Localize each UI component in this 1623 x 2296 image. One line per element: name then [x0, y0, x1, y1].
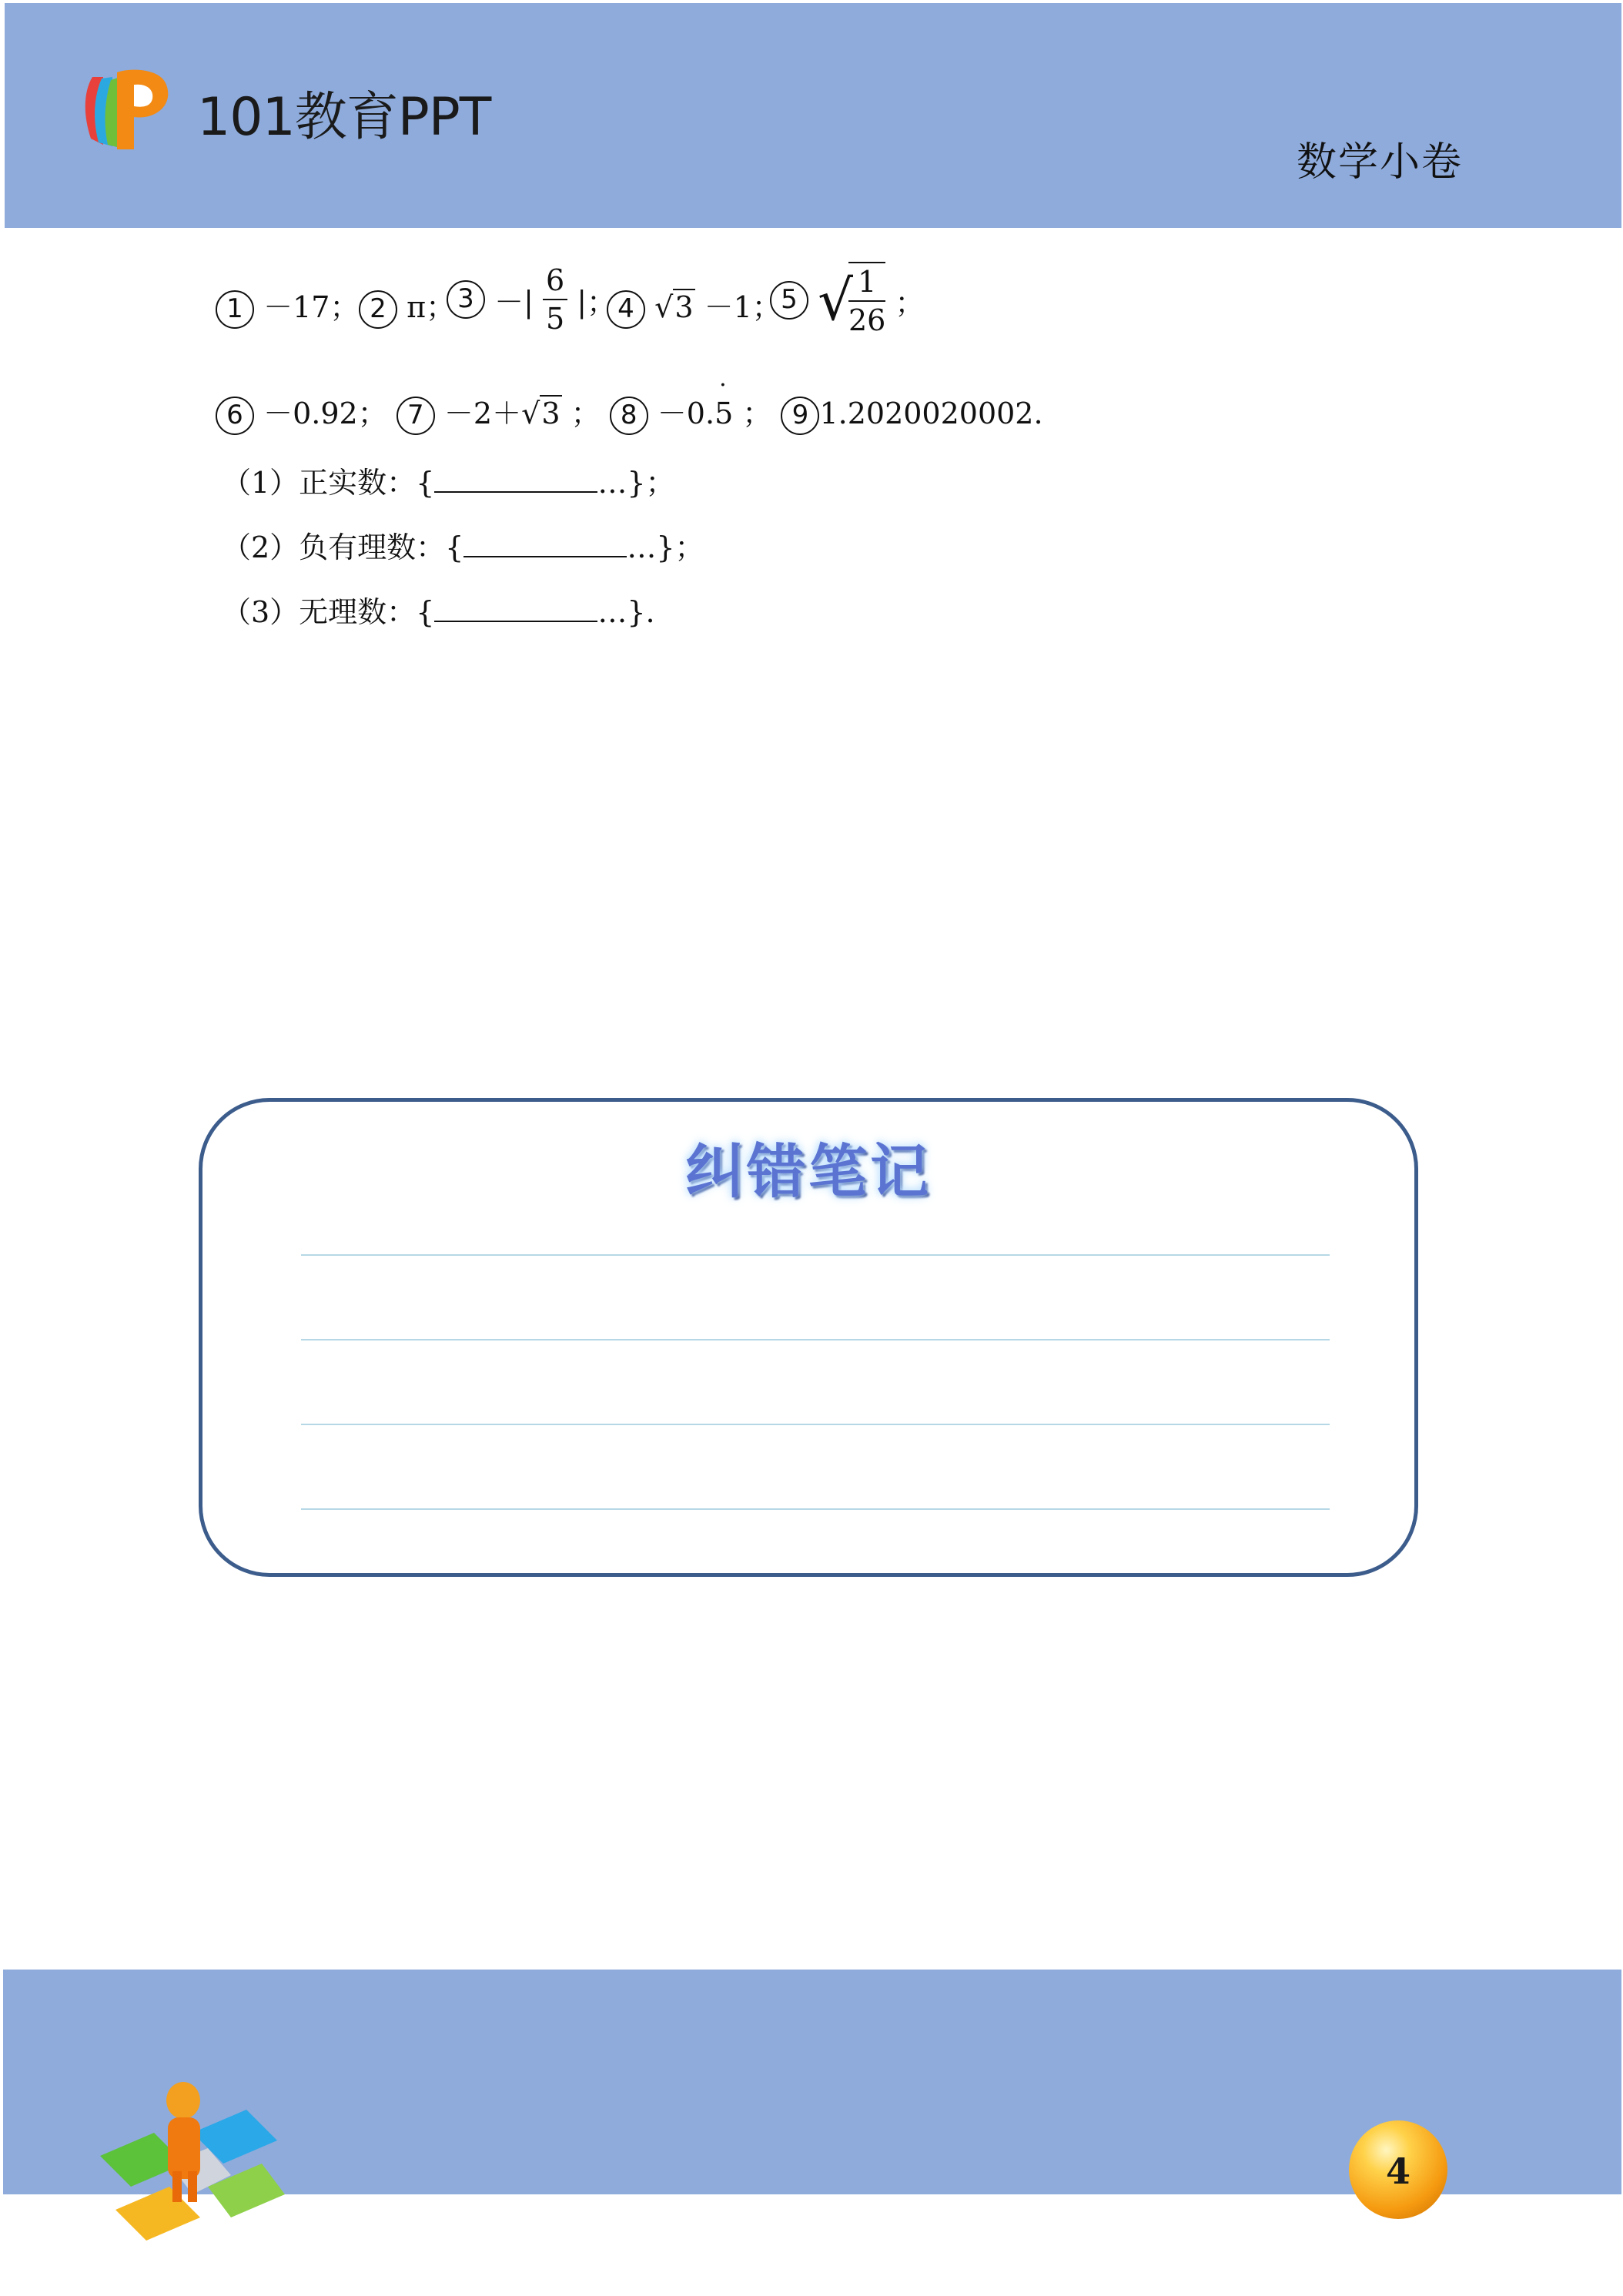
- subquestion-end: …}.: [597, 595, 655, 629]
- subquestion-label: （3）无理数：{: [222, 595, 435, 629]
- subquestion-2: [222, 524, 704, 566]
- sqrt-symbol: √: [818, 268, 853, 333]
- item-text: π；: [407, 290, 456, 324]
- item-9: [781, 397, 1042, 430]
- circle-number: 5: [770, 281, 808, 320]
- item-1: [216, 283, 359, 329]
- circle-number: 9: [781, 397, 819, 435]
- subquestion-end: …}；: [627, 530, 704, 564]
- notes-line[interactable]: [301, 1254, 1330, 1256]
- repeating-digit: [714, 372, 734, 430]
- subquestion-label: （2）负有理数：{: [222, 530, 464, 564]
- notes-line[interactable]: [301, 1424, 1330, 1425]
- circle-number: 3: [447, 280, 485, 319]
- item-8: [610, 372, 781, 430]
- denominator: 26: [848, 303, 886, 337]
- question-line-2: [216, 372, 1043, 435]
- mascot-icon: [92, 2079, 293, 2264]
- item-text: |；: [577, 285, 617, 320]
- subquestion-label: （1）正实数：{: [222, 466, 435, 500]
- digit: 5: [714, 397, 734, 430]
- numerator: 1: [848, 263, 885, 302]
- circle-number: 6: [216, 397, 254, 435]
- page-number-badge: 4: [1349, 2120, 1447, 2219]
- answer-blank[interactable]: [463, 530, 627, 557]
- item-text: －0.: [657, 397, 715, 430]
- item-4: [607, 283, 781, 329]
- circle-number: 8: [610, 397, 648, 435]
- item-5: [770, 262, 924, 339]
- item-2: [359, 283, 455, 329]
- circle-number: 2: [359, 290, 397, 329]
- item-text: －1；: [704, 290, 781, 324]
- radicand: 3: [674, 290, 694, 324]
- answer-blank[interactable]: [434, 465, 597, 493]
- item-7: [397, 397, 610, 430]
- subquestion-end: …}；: [597, 466, 675, 500]
- item-3: [447, 262, 616, 337]
- circle-number: 7: [397, 397, 435, 435]
- item-text: ；: [742, 397, 772, 430]
- circle-number: 4: [607, 290, 645, 329]
- notes-line[interactable]: [301, 1339, 1330, 1340]
- fraction: [543, 262, 567, 337]
- subquestion-3: [222, 588, 655, 631]
- item-text: ；: [895, 286, 925, 320]
- subject-title: 数学小卷: [1297, 139, 1464, 186]
- logo-icon: [75, 54, 183, 162]
- answer-blank[interactable]: [434, 594, 597, 622]
- item-text: －0.92；: [263, 397, 387, 430]
- notes-title: 纠错笔记: [685, 1137, 932, 1206]
- notes-line[interactable]: [301, 1508, 1330, 1510]
- radicand: 3: [541, 397, 561, 430]
- sqrt-symbol: √3: [521, 397, 561, 430]
- brand-name: 101教育PPT: [197, 87, 491, 148]
- item-text: ；: [571, 397, 601, 430]
- item-text: －2＋: [443, 397, 522, 430]
- repeat-dot: ·: [719, 372, 727, 399]
- sqrt-symbol: √3: [654, 290, 694, 324]
- denominator: 5: [546, 302, 565, 336]
- error-notes-box: [199, 1098, 1418, 1577]
- item-text: －|: [494, 285, 534, 320]
- item-text: －17；: [263, 290, 360, 324]
- numerator: 6: [543, 262, 567, 300]
- item-text: 1.2020020002.: [819, 397, 1043, 430]
- circle-number: 1: [216, 290, 254, 329]
- item-6: [216, 397, 397, 430]
- subquestion-1: [222, 459, 675, 501]
- fraction: [848, 262, 885, 339]
